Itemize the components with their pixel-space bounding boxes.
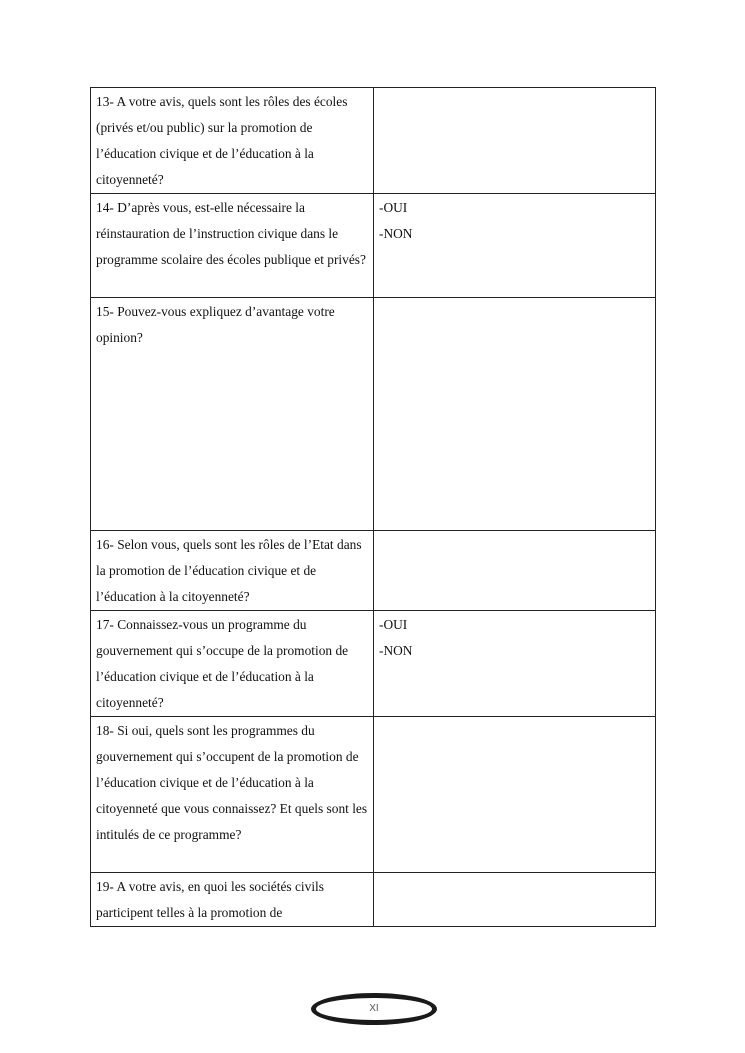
question-16: 16- Selon vous, quels sont les rôles de l’Etat dans la promotion de l’éducation civique et de l’éducation à la citoyenneté? (91, 531, 374, 611)
questionnaire-table (90, 87, 656, 927)
table-row (91, 531, 656, 611)
answer-cell-18 (374, 717, 656, 873)
answer-option-oui: -OUI (379, 617, 408, 632)
answer-cell-13 (374, 88, 656, 194)
question-17: 17- Connaissez-vous un programme du gouvernement qui s’occupe de la promotion de l’éducation civique et de l’éducation à la citoyenneté? (91, 611, 374, 717)
question-15: 15- Pouvez-vous expliquez d’avantage votre opinion? (91, 298, 374, 531)
table-row (91, 88, 656, 194)
answer-option-oui: -OUI (379, 200, 408, 215)
table-row (91, 298, 656, 531)
table-row (91, 873, 656, 927)
answer-cell-15 (374, 298, 656, 531)
answer-option-non: -NON (379, 643, 413, 658)
table-row (91, 194, 656, 298)
question-18: 18- Si oui, quels sont les programmes du gouvernement qui s’occupent de la promotion de l’éducation civique et de l’éducation à la citoyenneté que vous connaissez? Et quels sont les intitulés de ce programme? (91, 717, 374, 873)
answer-cell-14 (374, 194, 656, 298)
question-13: 13- A votre avis, quels sont les rôles des écoles (privés et/ou public) sur la promotion de l’éducation civique et de l’éducation à la citoyenneté? (91, 88, 374, 194)
answer-option-non: -NON (379, 226, 413, 241)
question-19: 19- A votre avis, en quoi les sociétés civils participent telles à la promotion de (91, 873, 374, 927)
page-number: XI (316, 998, 432, 1020)
answer-cell-16 (374, 531, 656, 611)
table-row (91, 717, 656, 873)
answer-cell-19 (374, 873, 656, 927)
answer-cell-17 (374, 611, 656, 717)
page-number-badge (311, 993, 437, 1025)
table-row (91, 611, 656, 717)
question-14: 14- D’après vous, est-elle nécessaire la réinstauration de l’instruction civique dans le programme scolaire des écoles publique et privés? (91, 194, 374, 298)
